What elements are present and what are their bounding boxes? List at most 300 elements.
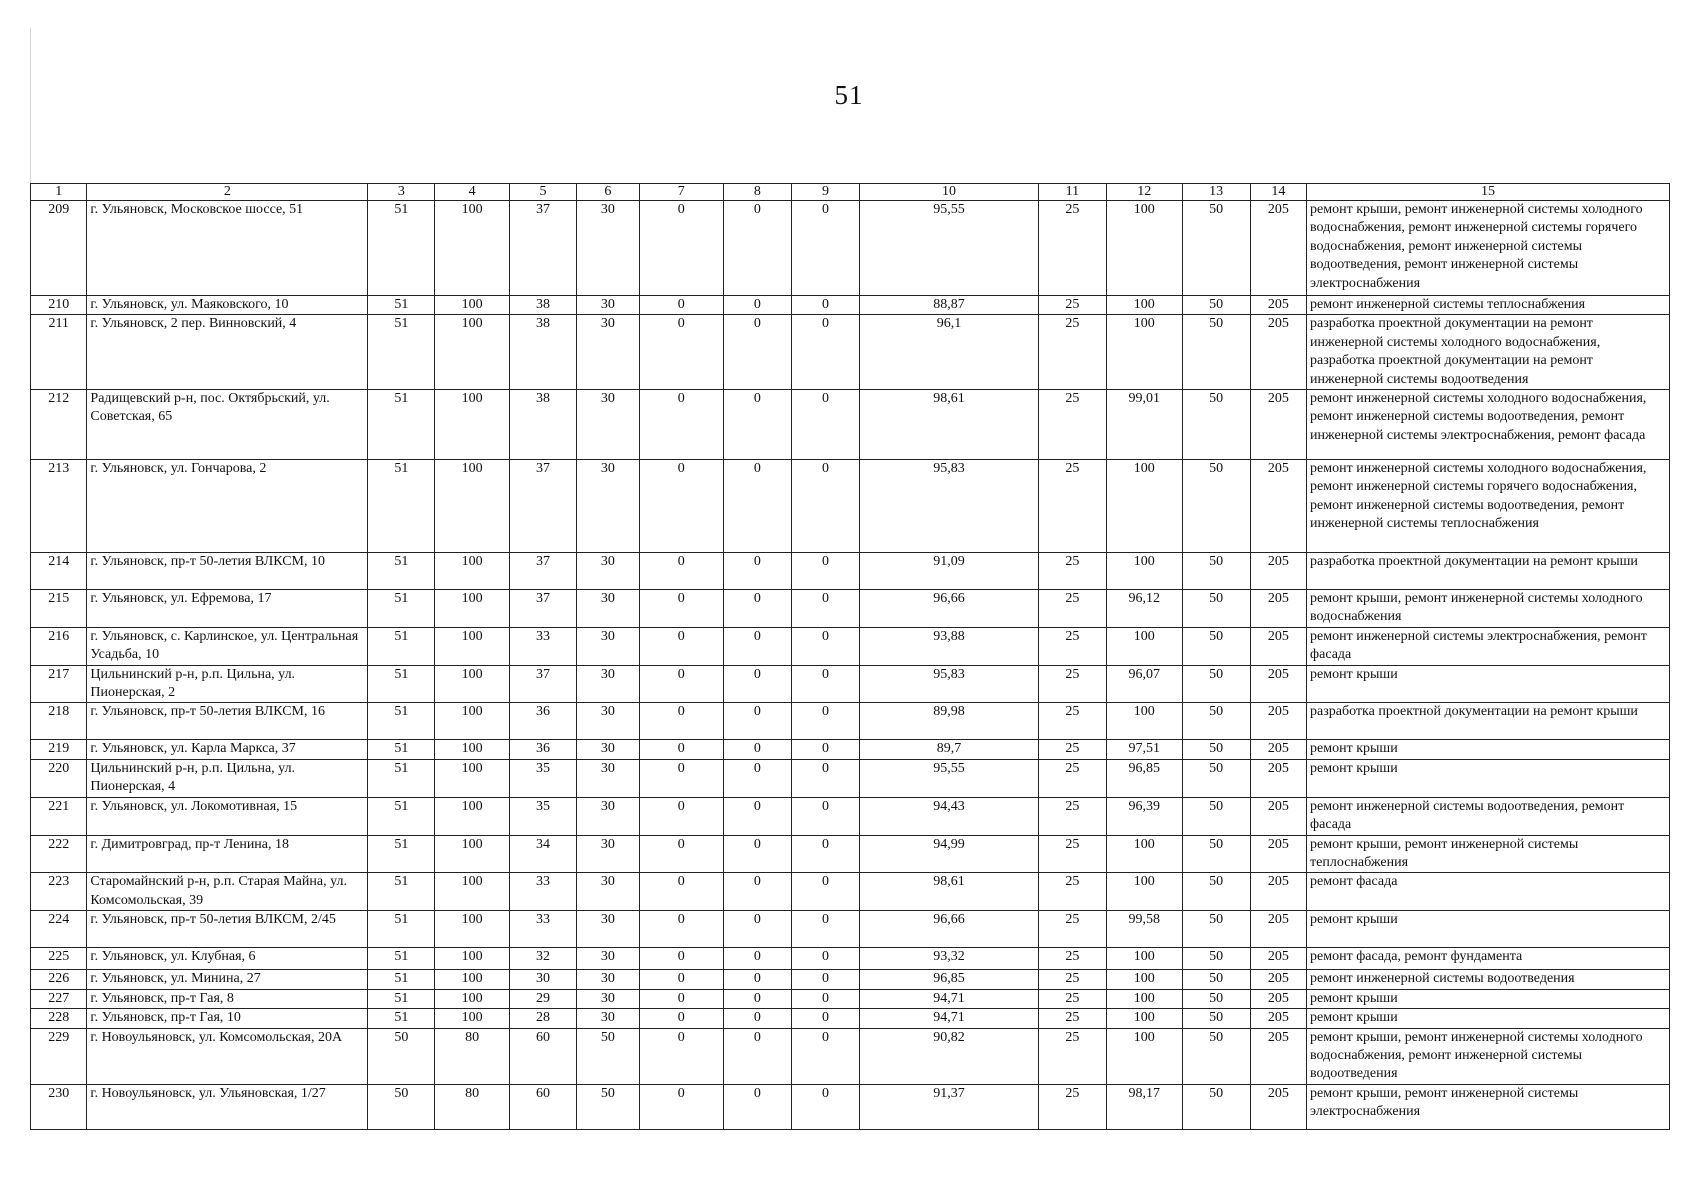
col-5-cell: 60 <box>509 1084 576 1129</box>
col-7-cell: 0 <box>639 553 723 590</box>
col-5-cell: 35 <box>509 759 576 797</box>
work-description-cell: ремонт крыши, ремонт инженерной системы электроснабжения <box>1307 1084 1670 1129</box>
col-13-cell: 50 <box>1182 296 1250 315</box>
col-4-cell: 100 <box>435 665 510 703</box>
col-13-cell: 50 <box>1182 873 1250 911</box>
table-row <box>31 759 1670 797</box>
col-11-cell: 25 <box>1038 627 1106 665</box>
col-9-cell: 0 <box>791 1084 859 1129</box>
col-3-cell: 51 <box>368 759 435 797</box>
address-cell: г. Ульяновск, ул. Ефремова, 17 <box>87 590 368 628</box>
col-7-cell: 0 <box>639 740 723 759</box>
col-3-cell: 51 <box>368 315 435 390</box>
col-13-cell: 50 <box>1182 1009 1250 1028</box>
row-number-cell: 217 <box>31 665 87 703</box>
col-14-cell: 205 <box>1250 201 1306 296</box>
col-7-cell: 0 <box>639 315 723 390</box>
col-3-cell: 51 <box>368 296 435 315</box>
col-13-cell: 50 <box>1182 1084 1250 1129</box>
col-10-cell: 89,7 <box>860 740 1039 759</box>
col-10-cell: 94,71 <box>860 989 1039 1008</box>
col-8-cell: 0 <box>723 1028 791 1084</box>
column-header: 8 <box>723 184 791 201</box>
col-4-cell: 100 <box>435 201 510 296</box>
table-row <box>31 797 1670 835</box>
row-number-cell: 230 <box>31 1084 87 1129</box>
row-number-cell: 209 <box>31 201 87 296</box>
col-13-cell: 50 <box>1182 315 1250 390</box>
table-row <box>31 740 1670 759</box>
col-7-cell: 0 <box>639 873 723 911</box>
col-10-cell: 94,99 <box>860 835 1039 873</box>
col-4-cell: 100 <box>435 835 510 873</box>
column-header: 12 <box>1106 184 1182 201</box>
page-number: 51 <box>834 80 864 110</box>
col-8-cell: 0 <box>723 970 791 989</box>
col-6-cell: 30 <box>576 1009 639 1028</box>
work-description-cell: ремонт крыши, ремонт инженерной системы холодного водоснабжения <box>1307 590 1670 628</box>
col-13-cell: 50 <box>1182 1028 1250 1084</box>
col-6-cell: 30 <box>576 948 639 970</box>
col-8-cell: 0 <box>723 948 791 970</box>
col-7-cell: 0 <box>639 296 723 315</box>
address-cell: г. Ульяновск, ул. Маяковского, 10 <box>87 296 368 315</box>
col-5-cell: 37 <box>509 665 576 703</box>
work-description-cell: ремонт инженерной системы теплоснабжения <box>1307 296 1670 315</box>
col-9-cell: 0 <box>791 590 859 628</box>
work-description-cell: ремонт крыши <box>1307 911 1670 948</box>
col-11-cell: 25 <box>1038 835 1106 873</box>
col-14-cell: 205 <box>1250 703 1306 740</box>
table-row <box>31 1009 1670 1028</box>
col-3-cell: 51 <box>368 201 435 296</box>
col-6-cell: 30 <box>576 835 639 873</box>
work-description-cell: ремонт инженерной системы водоотведения <box>1307 970 1670 989</box>
work-description-cell: разработка проектной документации на ремонт крыши <box>1307 553 1670 590</box>
col-13-cell: 50 <box>1182 797 1250 835</box>
col-12-cell: 100 <box>1106 1028 1182 1084</box>
column-header: 1 <box>31 184 87 201</box>
col-9-cell: 0 <box>791 835 859 873</box>
col-10-cell: 90,82 <box>860 1028 1039 1084</box>
col-7-cell: 0 <box>639 590 723 628</box>
col-14-cell: 205 <box>1250 1084 1306 1129</box>
col-14-cell: 205 <box>1250 665 1306 703</box>
col-3-cell: 51 <box>368 590 435 628</box>
col-9-cell: 0 <box>791 989 859 1008</box>
col-13-cell: 50 <box>1182 759 1250 797</box>
col-11-cell: 25 <box>1038 665 1106 703</box>
col-7-cell: 0 <box>639 201 723 296</box>
col-5-cell: 38 <box>509 315 576 390</box>
col-8-cell: 0 <box>723 627 791 665</box>
col-6-cell: 50 <box>576 1028 639 1084</box>
address-cell: г. Ульяновск, ул. Клубная, 6 <box>87 948 368 970</box>
col-9-cell: 0 <box>791 873 859 911</box>
col-14-cell: 205 <box>1250 553 1306 590</box>
col-4-cell: 100 <box>435 989 510 1008</box>
col-6-cell: 30 <box>576 703 639 740</box>
col-11-cell: 25 <box>1038 740 1106 759</box>
work-description-cell: ремонт инженерной системы водоотведения, ремонт фасада <box>1307 797 1670 835</box>
col-11-cell: 25 <box>1038 201 1106 296</box>
column-header: 13 <box>1182 184 1250 201</box>
col-5-cell: 37 <box>509 590 576 628</box>
col-4-cell: 100 <box>435 970 510 989</box>
col-11-cell: 25 <box>1038 873 1106 911</box>
col-9-cell: 0 <box>791 296 859 315</box>
row-number-cell: 220 <box>31 759 87 797</box>
col-3-cell: 51 <box>368 873 435 911</box>
col-11-cell: 25 <box>1038 1028 1106 1084</box>
col-3-cell: 51 <box>368 989 435 1008</box>
col-3-cell: 51 <box>368 390 435 460</box>
col-6-cell: 50 <box>576 1084 639 1129</box>
col-4-cell: 100 <box>435 740 510 759</box>
col-6-cell: 30 <box>576 390 639 460</box>
col-4-cell: 100 <box>435 390 510 460</box>
row-number-cell: 221 <box>31 797 87 835</box>
col-13-cell: 50 <box>1182 835 1250 873</box>
col-6-cell: 30 <box>576 590 639 628</box>
col-9-cell: 0 <box>791 948 859 970</box>
col-8-cell: 0 <box>723 911 791 948</box>
col-11-cell: 25 <box>1038 989 1106 1008</box>
col-3-cell: 50 <box>368 1084 435 1129</box>
col-7-cell: 0 <box>639 759 723 797</box>
row-number-cell: 214 <box>31 553 87 590</box>
col-10-cell: 95,83 <box>860 460 1039 553</box>
col-3-cell: 51 <box>368 835 435 873</box>
col-4-cell: 100 <box>435 553 510 590</box>
col-4-cell: 100 <box>435 590 510 628</box>
address-cell: г. Новоульяновск, ул. Комсомольская, 20А <box>87 1028 368 1084</box>
col-4-cell: 100 <box>435 948 510 970</box>
address-cell: г. Димитровград, пр-т Ленина, 18 <box>87 835 368 873</box>
col-7-cell: 0 <box>639 970 723 989</box>
col-7-cell: 0 <box>639 835 723 873</box>
col-10-cell: 91,09 <box>860 553 1039 590</box>
address-cell: г. Ульяновск, ул. Минина, 27 <box>87 970 368 989</box>
col-9-cell: 0 <box>791 390 859 460</box>
col-12-cell: 96,39 <box>1106 797 1182 835</box>
col-12-cell: 96,85 <box>1106 759 1182 797</box>
col-12-cell: 100 <box>1106 315 1182 390</box>
col-7-cell: 0 <box>639 1009 723 1028</box>
work-description-cell: ремонт инженерной системы электроснабжения, ремонт фасада <box>1307 627 1670 665</box>
column-header: 5 <box>509 184 576 201</box>
col-4-cell: 100 <box>435 703 510 740</box>
col-6-cell: 30 <box>576 553 639 590</box>
table-row <box>31 989 1670 1008</box>
col-9-cell: 0 <box>791 911 859 948</box>
col-5-cell: 36 <box>509 703 576 740</box>
address-cell: г. Ульяновск, пр-т 50-летия ВЛКСМ, 10 <box>87 553 368 590</box>
col-12-cell: 100 <box>1106 296 1182 315</box>
col-8-cell: 0 <box>723 759 791 797</box>
col-6-cell: 30 <box>576 873 639 911</box>
table-row <box>31 553 1670 590</box>
col-3-cell: 51 <box>368 740 435 759</box>
col-6-cell: 30 <box>576 759 639 797</box>
col-5-cell: 33 <box>509 911 576 948</box>
col-10-cell: 95,55 <box>860 759 1039 797</box>
table-row <box>31 835 1670 873</box>
address-cell: г. Новоульяновск, ул. Ульяновская, 1/27 <box>87 1084 368 1129</box>
column-header: 2 <box>87 184 368 201</box>
col-14-cell: 205 <box>1250 315 1306 390</box>
col-8-cell: 0 <box>723 797 791 835</box>
col-8-cell: 0 <box>723 989 791 1008</box>
col-5-cell: 30 <box>509 970 576 989</box>
row-number-cell: 226 <box>31 970 87 989</box>
col-14-cell: 205 <box>1250 797 1306 835</box>
col-6-cell: 30 <box>576 740 639 759</box>
row-number-cell: 215 <box>31 590 87 628</box>
col-10-cell: 98,61 <box>860 390 1039 460</box>
col-5-cell: 33 <box>509 627 576 665</box>
col-14-cell: 205 <box>1250 970 1306 989</box>
col-5-cell: 37 <box>509 201 576 296</box>
col-10-cell: 96,66 <box>860 911 1039 948</box>
col-9-cell: 0 <box>791 1009 859 1028</box>
col-13-cell: 50 <box>1182 948 1250 970</box>
work-description-cell: ремонт крыши, ремонт инженерной системы холодного водоснабжения, ремонт инженерной системы горячего водоснабжения, ремонт инженерной системы водоотведения, ремонт инженерной системы электроснабжения <box>1307 201 1670 296</box>
row-number-cell: 219 <box>31 740 87 759</box>
column-header: 7 <box>639 184 723 201</box>
work-description-cell: ремонт крыши <box>1307 740 1670 759</box>
address-cell: г. Ульяновск, пр-т Гая, 10 <box>87 1009 368 1028</box>
col-6-cell: 30 <box>576 627 639 665</box>
col-5-cell: 38 <box>509 390 576 460</box>
col-9-cell: 0 <box>791 665 859 703</box>
col-3-cell: 50 <box>368 1028 435 1084</box>
col-9-cell: 0 <box>791 797 859 835</box>
col-11-cell: 25 <box>1038 460 1106 553</box>
col-7-cell: 0 <box>639 703 723 740</box>
column-header: 6 <box>576 184 639 201</box>
col-10-cell: 89,98 <box>860 703 1039 740</box>
col-6-cell: 30 <box>576 970 639 989</box>
col-11-cell: 25 <box>1038 1009 1106 1028</box>
col-11-cell: 25 <box>1038 797 1106 835</box>
col-14-cell: 205 <box>1250 627 1306 665</box>
col-10-cell: 95,55 <box>860 201 1039 296</box>
col-10-cell: 91,37 <box>860 1084 1039 1129</box>
col-4-cell: 100 <box>435 460 510 553</box>
col-11-cell: 25 <box>1038 911 1106 948</box>
work-description-cell: ремонт крыши <box>1307 759 1670 797</box>
column-number-row <box>31 184 1670 201</box>
col-7-cell: 0 <box>639 627 723 665</box>
col-8-cell: 0 <box>723 201 791 296</box>
address-cell: г. Ульяновск, пр-т 50-летия ВЛКСМ, 2/45 <box>87 911 368 948</box>
col-12-cell: 100 <box>1106 989 1182 1008</box>
col-8-cell: 0 <box>723 315 791 390</box>
col-6-cell: 30 <box>576 665 639 703</box>
col-14-cell: 205 <box>1250 1009 1306 1028</box>
column-header: 3 <box>368 184 435 201</box>
col-12-cell: 99,58 <box>1106 911 1182 948</box>
col-3-cell: 51 <box>368 627 435 665</box>
col-5-cell: 38 <box>509 296 576 315</box>
col-10-cell: 88,87 <box>860 296 1039 315</box>
col-14-cell: 205 <box>1250 1028 1306 1084</box>
table-row <box>31 911 1670 948</box>
col-13-cell: 50 <box>1182 201 1250 296</box>
col-9-cell: 0 <box>791 627 859 665</box>
col-7-cell: 0 <box>639 989 723 1008</box>
col-5-cell: 29 <box>509 989 576 1008</box>
work-description-cell: разработка проектной документации на ремонт крыши <box>1307 703 1670 740</box>
table-row <box>31 315 1670 390</box>
col-6-cell: 30 <box>576 989 639 1008</box>
col-9-cell: 0 <box>791 759 859 797</box>
column-header: 11 <box>1038 184 1106 201</box>
col-3-cell: 51 <box>368 948 435 970</box>
col-4-cell: 100 <box>435 1009 510 1028</box>
col-12-cell: 100 <box>1106 201 1182 296</box>
col-10-cell: 96,85 <box>860 970 1039 989</box>
address-cell: г. Ульяновск, пр-т 50-летия ВЛКСМ, 16 <box>87 703 368 740</box>
row-number-cell: 211 <box>31 315 87 390</box>
col-8-cell: 0 <box>723 1084 791 1129</box>
work-description-cell: ремонт крыши <box>1307 665 1670 703</box>
table-row <box>31 460 1670 553</box>
address-cell: г. Ульяновск, ул. Гончарова, 2 <box>87 460 368 553</box>
col-7-cell: 0 <box>639 390 723 460</box>
col-7-cell: 0 <box>639 911 723 948</box>
table-row <box>31 970 1670 989</box>
col-10-cell: 95,83 <box>860 665 1039 703</box>
col-4-cell: 100 <box>435 911 510 948</box>
col-9-cell: 0 <box>791 460 859 553</box>
address-cell: г. Ульяновск, с. Карлинское, ул. Центральная Усадьба, 10 <box>87 627 368 665</box>
table-row <box>31 590 1670 628</box>
col-6-cell: 30 <box>576 315 639 390</box>
column-header: 4 <box>435 184 510 201</box>
col-3-cell: 51 <box>368 1009 435 1028</box>
col-11-cell: 25 <box>1038 390 1106 460</box>
col-14-cell: 205 <box>1250 590 1306 628</box>
col-6-cell: 30 <box>576 460 639 553</box>
col-5-cell: 34 <box>509 835 576 873</box>
col-6-cell: 30 <box>576 911 639 948</box>
address-cell: г. Ульяновск, 2 пер. Винновский, 4 <box>87 315 368 390</box>
col-9-cell: 0 <box>791 553 859 590</box>
col-14-cell: 205 <box>1250 296 1306 315</box>
col-8-cell: 0 <box>723 1009 791 1028</box>
col-9-cell: 0 <box>791 201 859 296</box>
col-9-cell: 0 <box>791 970 859 989</box>
col-13-cell: 50 <box>1182 740 1250 759</box>
col-8-cell: 0 <box>723 296 791 315</box>
col-8-cell: 0 <box>723 873 791 911</box>
work-description-cell: ремонт инженерной системы холодного водоснабжения, ремонт инженерной системы водоотведения, ремонт инженерной системы электроснабжения, ремонт фасада <box>1307 390 1670 460</box>
row-number-cell: 225 <box>31 948 87 970</box>
row-number-cell: 229 <box>31 1028 87 1084</box>
table-row <box>31 873 1670 911</box>
address-cell: г. Ульяновск, Московское шоссе, 51 <box>87 201 368 296</box>
col-8-cell: 0 <box>723 740 791 759</box>
address-cell: Цильнинский р-н, р.п. Цильна, ул. Пионерская, 2 <box>87 665 368 703</box>
col-13-cell: 50 <box>1182 627 1250 665</box>
col-10-cell: 94,71 <box>860 1009 1039 1028</box>
col-14-cell: 205 <box>1250 835 1306 873</box>
col-9-cell: 0 <box>791 740 859 759</box>
row-number-cell: 228 <box>31 1009 87 1028</box>
col-12-cell: 100 <box>1106 460 1182 553</box>
col-7-cell: 0 <box>639 665 723 703</box>
col-14-cell: 205 <box>1250 460 1306 553</box>
col-4-cell: 100 <box>435 759 510 797</box>
register-table <box>30 183 1670 1130</box>
col-5-cell: 37 <box>509 460 576 553</box>
row-number-cell: 210 <box>31 296 87 315</box>
col-4-cell: 100 <box>435 627 510 665</box>
table-row <box>31 296 1670 315</box>
col-11-cell: 25 <box>1038 759 1106 797</box>
col-3-cell: 51 <box>368 970 435 989</box>
work-description-cell: разработка проектной документации на ремонт инженерной системы холодного водоснабжения, разработка проектной документации на ремонт инженерной системы водоотведения <box>1307 315 1670 390</box>
col-14-cell: 205 <box>1250 740 1306 759</box>
col-9-cell: 0 <box>791 703 859 740</box>
work-description-cell: ремонт фасада <box>1307 873 1670 911</box>
col-11-cell: 25 <box>1038 590 1106 628</box>
col-7-cell: 0 <box>639 797 723 835</box>
col-12-cell: 97,51 <box>1106 740 1182 759</box>
col-6-cell: 30 <box>576 296 639 315</box>
col-8-cell: 0 <box>723 835 791 873</box>
col-14-cell: 205 <box>1250 759 1306 797</box>
col-14-cell: 205 <box>1250 390 1306 460</box>
col-4-cell: 80 <box>435 1084 510 1129</box>
col-4-cell: 80 <box>435 1028 510 1084</box>
col-7-cell: 0 <box>639 460 723 553</box>
col-3-cell: 51 <box>368 797 435 835</box>
work-description-cell: ремонт крыши, ремонт инженерной системы теплоснабжения <box>1307 835 1670 873</box>
work-description-cell: ремонт инженерной системы холодного водоснабжения, ремонт инженерной системы горячего водоснабжения, ремонт инженерной системы водоотведения, ремонт инженерной системы теплоснабжения <box>1307 460 1670 553</box>
column-header: 9 <box>791 184 859 201</box>
col-13-cell: 50 <box>1182 553 1250 590</box>
address-cell: Старомайнский р-н, р.п. Старая Майна, ул. Комсомольская, 39 <box>87 873 368 911</box>
col-8-cell: 0 <box>723 460 791 553</box>
column-header: 14 <box>1250 184 1306 201</box>
table-row <box>31 665 1670 703</box>
col-10-cell: 93,32 <box>860 948 1039 970</box>
col-10-cell: 98,61 <box>860 873 1039 911</box>
col-13-cell: 50 <box>1182 703 1250 740</box>
col-12-cell: 100 <box>1106 553 1182 590</box>
row-number-cell: 223 <box>31 873 87 911</box>
address-cell: г. Ульяновск, ул. Локомотивная, 15 <box>87 797 368 835</box>
col-5-cell: 36 <box>509 740 576 759</box>
col-10-cell: 93,88 <box>860 627 1039 665</box>
table-row <box>31 390 1670 460</box>
address-cell: г. Ульяновск, ул. Карла Маркса, 37 <box>87 740 368 759</box>
work-description-cell: ремонт крыши <box>1307 1009 1670 1028</box>
col-13-cell: 50 <box>1182 390 1250 460</box>
col-4-cell: 100 <box>435 296 510 315</box>
col-4-cell: 100 <box>435 315 510 390</box>
col-11-cell: 25 <box>1038 948 1106 970</box>
col-13-cell: 50 <box>1182 460 1250 553</box>
col-14-cell: 205 <box>1250 911 1306 948</box>
col-12-cell: 99,01 <box>1106 390 1182 460</box>
col-5-cell: 60 <box>509 1028 576 1084</box>
col-7-cell: 0 <box>639 948 723 970</box>
table-row <box>31 948 1670 970</box>
